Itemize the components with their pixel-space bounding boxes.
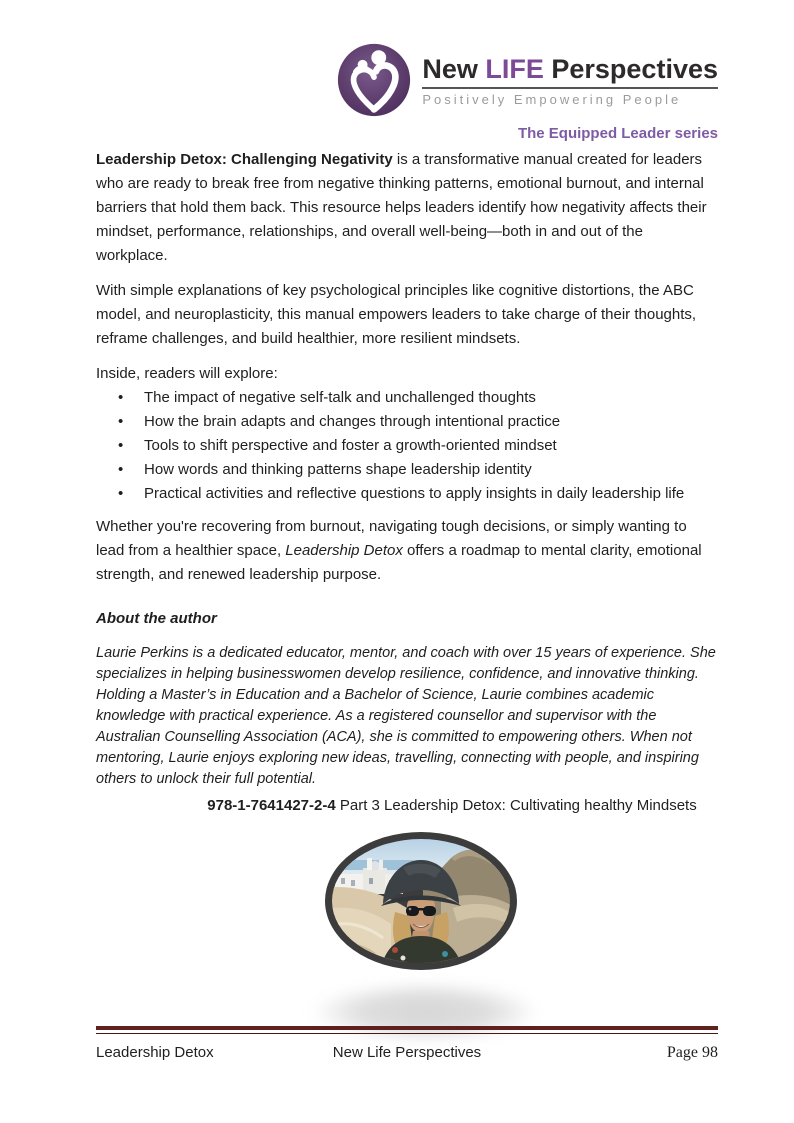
list-item: • How the brain adapts and changes through intentional practice: [118, 410, 718, 434]
footer-rule: [96, 1026, 718, 1034]
isbn-number: 978-1-7641427-2-4: [207, 797, 336, 814]
explore-heading: Inside, readers will explore:: [96, 365, 278, 382]
about-author-heading: About the author: [96, 610, 217, 627]
list-item: • The impact of negative self-talk and unchallenged thoughts: [118, 386, 718, 410]
logo-title-new: New: [422, 53, 486, 84]
logo-text: [422, 54, 718, 107]
footer-text: [96, 1043, 718, 1063]
intro-paragraph: [96, 148, 718, 268]
author-photo-oval: [110, 830, 732, 972]
logo-title-life: LIFE: [485, 53, 544, 84]
explore-list: [96, 386, 718, 506]
series-title: The Equipped Leader series: [517, 125, 718, 142]
list-item: • Tools to shift perspective and foster a growth-oriented mindset: [118, 434, 718, 458]
list-item: • How words and thinking patterns shape leadership identity: [118, 458, 718, 482]
body-text: [96, 148, 718, 818]
footer-page-number: Page 98: [666, 1044, 718, 1061]
author-bio: Laurie Perkins is a dedicated educator, mentor, and coach with over 15 years of experience. She specializes in helping businesswomen develop resilience, confidence, and innovative thinking. Holding a Master’s in Education and a Bachelor of Science, Laurie combines academic knowledge with practical experience. As a registered counsellor and supervisor with the Australian Counselling Association (ACA), she is committed to empowering others. When not mentoring, Laurie enjoys exploring new ideas, travelling, connecting with people, and inspiring others to unlock their full potential.: [96, 645, 716, 787]
closing-paragraph: [96, 515, 718, 587]
closing-before: Whether you're recovering from burnout, navigating tough decisions, or simply wanting to lead from a healthier space,: [96, 518, 687, 559]
book-title-italic: Leadership Detox: [285, 542, 403, 559]
heart-figure-logo-icon: [336, 42, 412, 118]
book-title-bold: Leadership Detox: Challenging Negativity: [96, 151, 393, 168]
page-footer: [96, 1026, 718, 1063]
new-life-perspectives-logo: [336, 42, 718, 118]
logo-title: [422, 54, 718, 84]
header: [96, 42, 718, 118]
principles-paragraph: With simple explanations of key psychological principles like cognitive distortions, the ABC model, and neuroplasticity, this manual empowers leaders to take charge of their thoughts, reframe challenges, and build healthier, more resilient mindsets.: [96, 282, 697, 347]
footer-publisher: New Life Perspectives: [332, 1044, 482, 1061]
isbn-caption: Part 3 Leadership Detox: Cultivating healthy Mindsets: [335, 797, 697, 814]
closing-after: offers a roadmap to mental clarity, emotional strength, and renewed leadership purpose.: [96, 542, 702, 583]
footer-book-title: Leadership Detox: [96, 1044, 214, 1061]
logo-title-perspectives: Perspectives: [543, 53, 718, 84]
intro-paragraph-rest: is a transformative manual created for leaders who are ready to break free from negative thinking patterns, emotional burnout, and internal barriers that hold them back. This resource helps leaders identify how negativity affects their mindset, performance, relationships, and overall well-being—both in and out of the workplace.: [96, 151, 707, 264]
logo-tagline: Positively Empowering People: [422, 87, 718, 107]
list-item: • Practical activities and reflective questions to apply insights in daily leadership life: [118, 482, 718, 506]
isbn-line: [186, 794, 718, 818]
